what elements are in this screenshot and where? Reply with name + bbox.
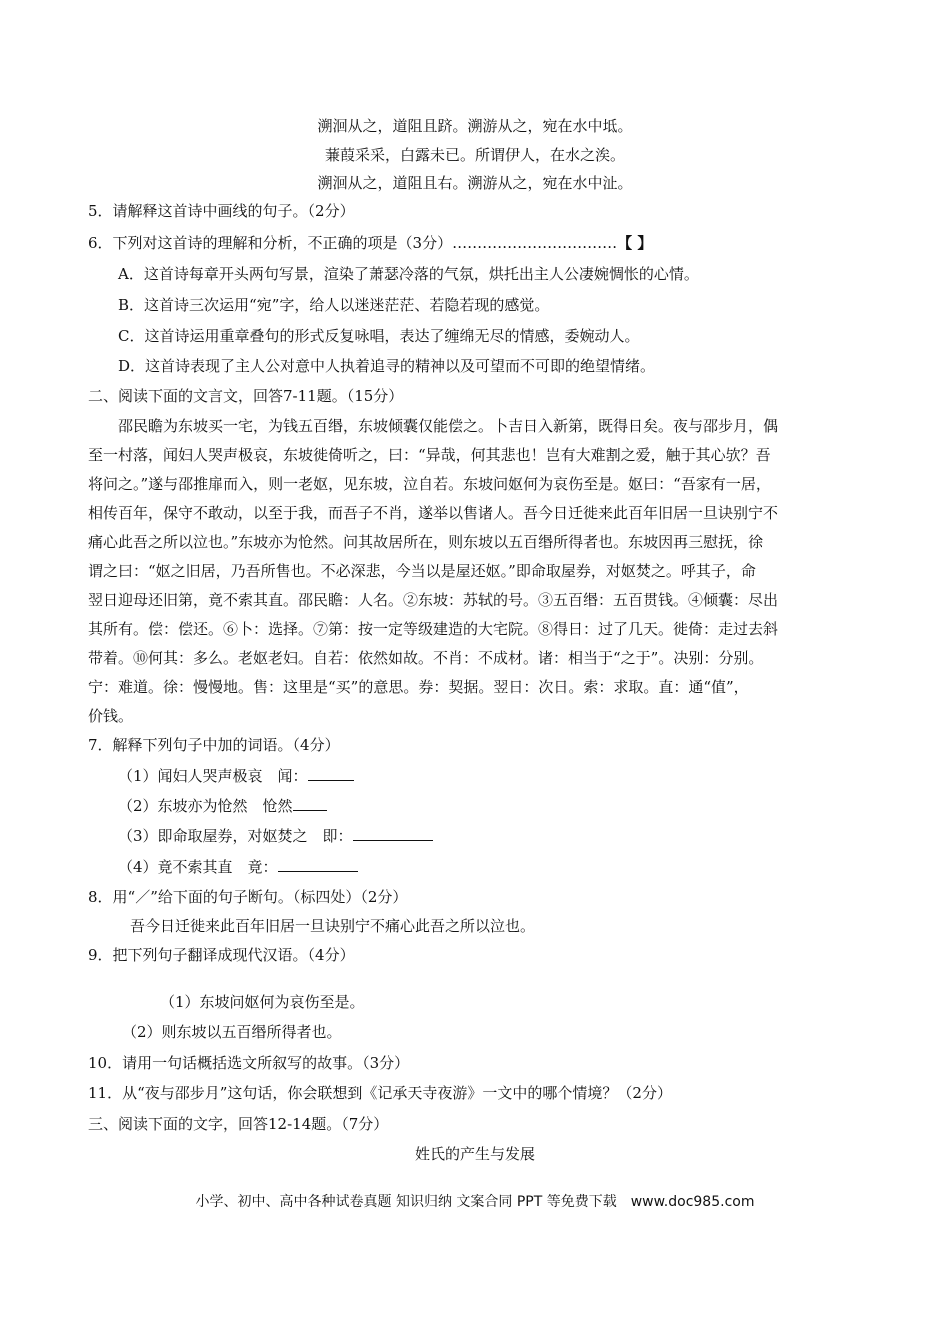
q7-item-2-text: （2）东坡亦为怆然 怆然 — [118, 797, 293, 815]
passage-line: 至一村落，闻妇人哭声极哀，东坡徙倚听之，曰：“异哉，何其悲也！岂有大难割之爱，触于其心欤？吾 — [88, 446, 771, 464]
option-a: A．这首诗每章开头两句写景，渲染了萧瑟冷落的气氛，烘托出主人公凄婉惆怅的心情。 — [118, 265, 699, 283]
q7-item-3 — [118, 826, 433, 846]
poem-line-2: 蒹葭采采，白露未已。所谓伊人，在水之涘。 — [324, 146, 625, 164]
q9-item-1: （1）东坡问妪何为哀伤至是。 — [160, 993, 365, 1011]
option-c: C．这首诗运用重章叠句的形式反复咏唱，表达了缠绵无尽的情感，委婉动人。 — [118, 327, 640, 345]
section-3-heading: 三、阅读下面的文字，回答12-14题。（7分） — [88, 1115, 389, 1133]
question-8: 8．用“／”给下面的句子断句。（标四处）（2分） — [88, 888, 408, 906]
passage-line: 将问之。”遂与邵推扉而入，则一老妪，见东坡，泣自若。东坡问妪何为哀伤至是。妪曰：“吾家有一居， — [88, 475, 771, 493]
passage-line: 宁：难道。徐：慢慢地。售：这里是“买”的意思。券：契据。翌日：次日。索：求取。直：通“值”， — [88, 678, 749, 696]
passage-line: 价钱。 — [88, 707, 134, 725]
section-2-heading: 二、阅读下面的文言文，回答7-11题。（15分） — [88, 387, 404, 405]
passage-line: 谓之曰：“妪之旧居，乃吾所售也。不必深悲，今当以是屋还妪。”即命取屋券，对妪焚之。呼其子，命 — [88, 562, 756, 580]
passage-line: 翌日迎母还旧第，竟不索其直。邵民瞻：人名。②东坡：苏轼的号。③五百缗：五百贯钱。④倾囊：尽出 — [88, 591, 779, 609]
q8-sentence: 吾今日迁徙来此百年旧居一旦诀别宁不痛心此吾之所以泣也。 — [130, 917, 536, 935]
question-9: 9．把下列句子翻译成现代汉语。（4分） — [88, 946, 355, 964]
poem-line-3: 溯洄从之，道阻且右。溯游从之，宛在水中沚。 — [317, 174, 633, 192]
q7-item-1 — [118, 766, 354, 786]
question-11: 11．从“夜与邵步月”这句话，你会联想到《记承天寺夜游》一文中的哪个情境？（2分） — [88, 1084, 672, 1102]
q9-item-2: （2）则东坡以五百缗所得者也。 — [122, 1023, 342, 1041]
passage-line: 邵民瞻为东坡买一宅，为钱五百缗，东坡倾囊仅能偿之。卜吉日入新第，既得日矣。夜与邵步月，偶 — [118, 417, 779, 435]
passage-line: 其所有。偿：偿还。⑥卜：选择。⑦第：按一定等级建造的大宅院。⑧得日：过了几天。徙倚：走过去斜 — [88, 620, 779, 638]
question-6 — [88, 233, 652, 253]
q7-item-4 — [118, 857, 358, 877]
answer-blank[interactable] — [293, 796, 327, 811]
answer-blank[interactable] — [308, 766, 354, 781]
section-3-title: 姓氏的产生与发展 — [414, 1145, 535, 1163]
answer-blank[interactable] — [278, 857, 358, 872]
passage-line: 相传百年，保守不敢动，以至于我，而吾子不肖，遂举以售诸人。吾今日迁徙来此百年旧居一旦诀别宁不 — [88, 504, 779, 522]
question-7: 7．解释下列句子中加的词语。（4分） — [88, 736, 340, 754]
q7-item-2 — [118, 796, 327, 816]
answer-bracket: 【 】 — [617, 234, 653, 252]
q7-item-4-text: （4）竟不索其直 竟： — [118, 858, 278, 876]
passage-line: 带着。⑩何其：多么。老妪老妇。自若：依然如故。不肖：不成材。诸：相当于“之于”。决别：分别。 — [88, 649, 764, 667]
passage-line: 痛心此吾之所以泣也。”东坡亦为怆然。问其故居所在，则东坡以五百缗所得者也。东坡因再三慰抚，徐 — [88, 533, 764, 551]
q7-item-1-text: （1）闻妇人哭声极哀 闻： — [118, 767, 308, 785]
option-b: B．这首诗三次运用“宛”字，给人以迷迷茫茫、若隐若现的感觉。 — [118, 296, 550, 314]
answer-blank[interactable] — [353, 826, 433, 841]
option-d: D．这首诗表现了主人公对意中人执着追寻的精神以及可望而不可即的绝望情绪。 — [118, 357, 656, 375]
question-6-stem: 6．下列对这首诗的理解和分析，不正确的项是（3分）…………………………… — [88, 234, 618, 252]
page-footer: 小学、初中、高中各种试卷真题 知识归纳 文案合同 PPT 等免费下载 www.doc985.com — [195, 1194, 755, 1210]
question-10: 10．请用一句话概括选文所叙写的故事。（3分） — [88, 1054, 410, 1072]
question-5: 5．请解释这首诗中画线的句子。（2分） — [88, 202, 355, 220]
q7-item-3-text: （3）即命取屋券，对妪焚之 即： — [118, 827, 353, 845]
poem-line-1: 溯洄从之，道阻且跻。溯游从之，宛在水中坻。 — [317, 117, 633, 135]
